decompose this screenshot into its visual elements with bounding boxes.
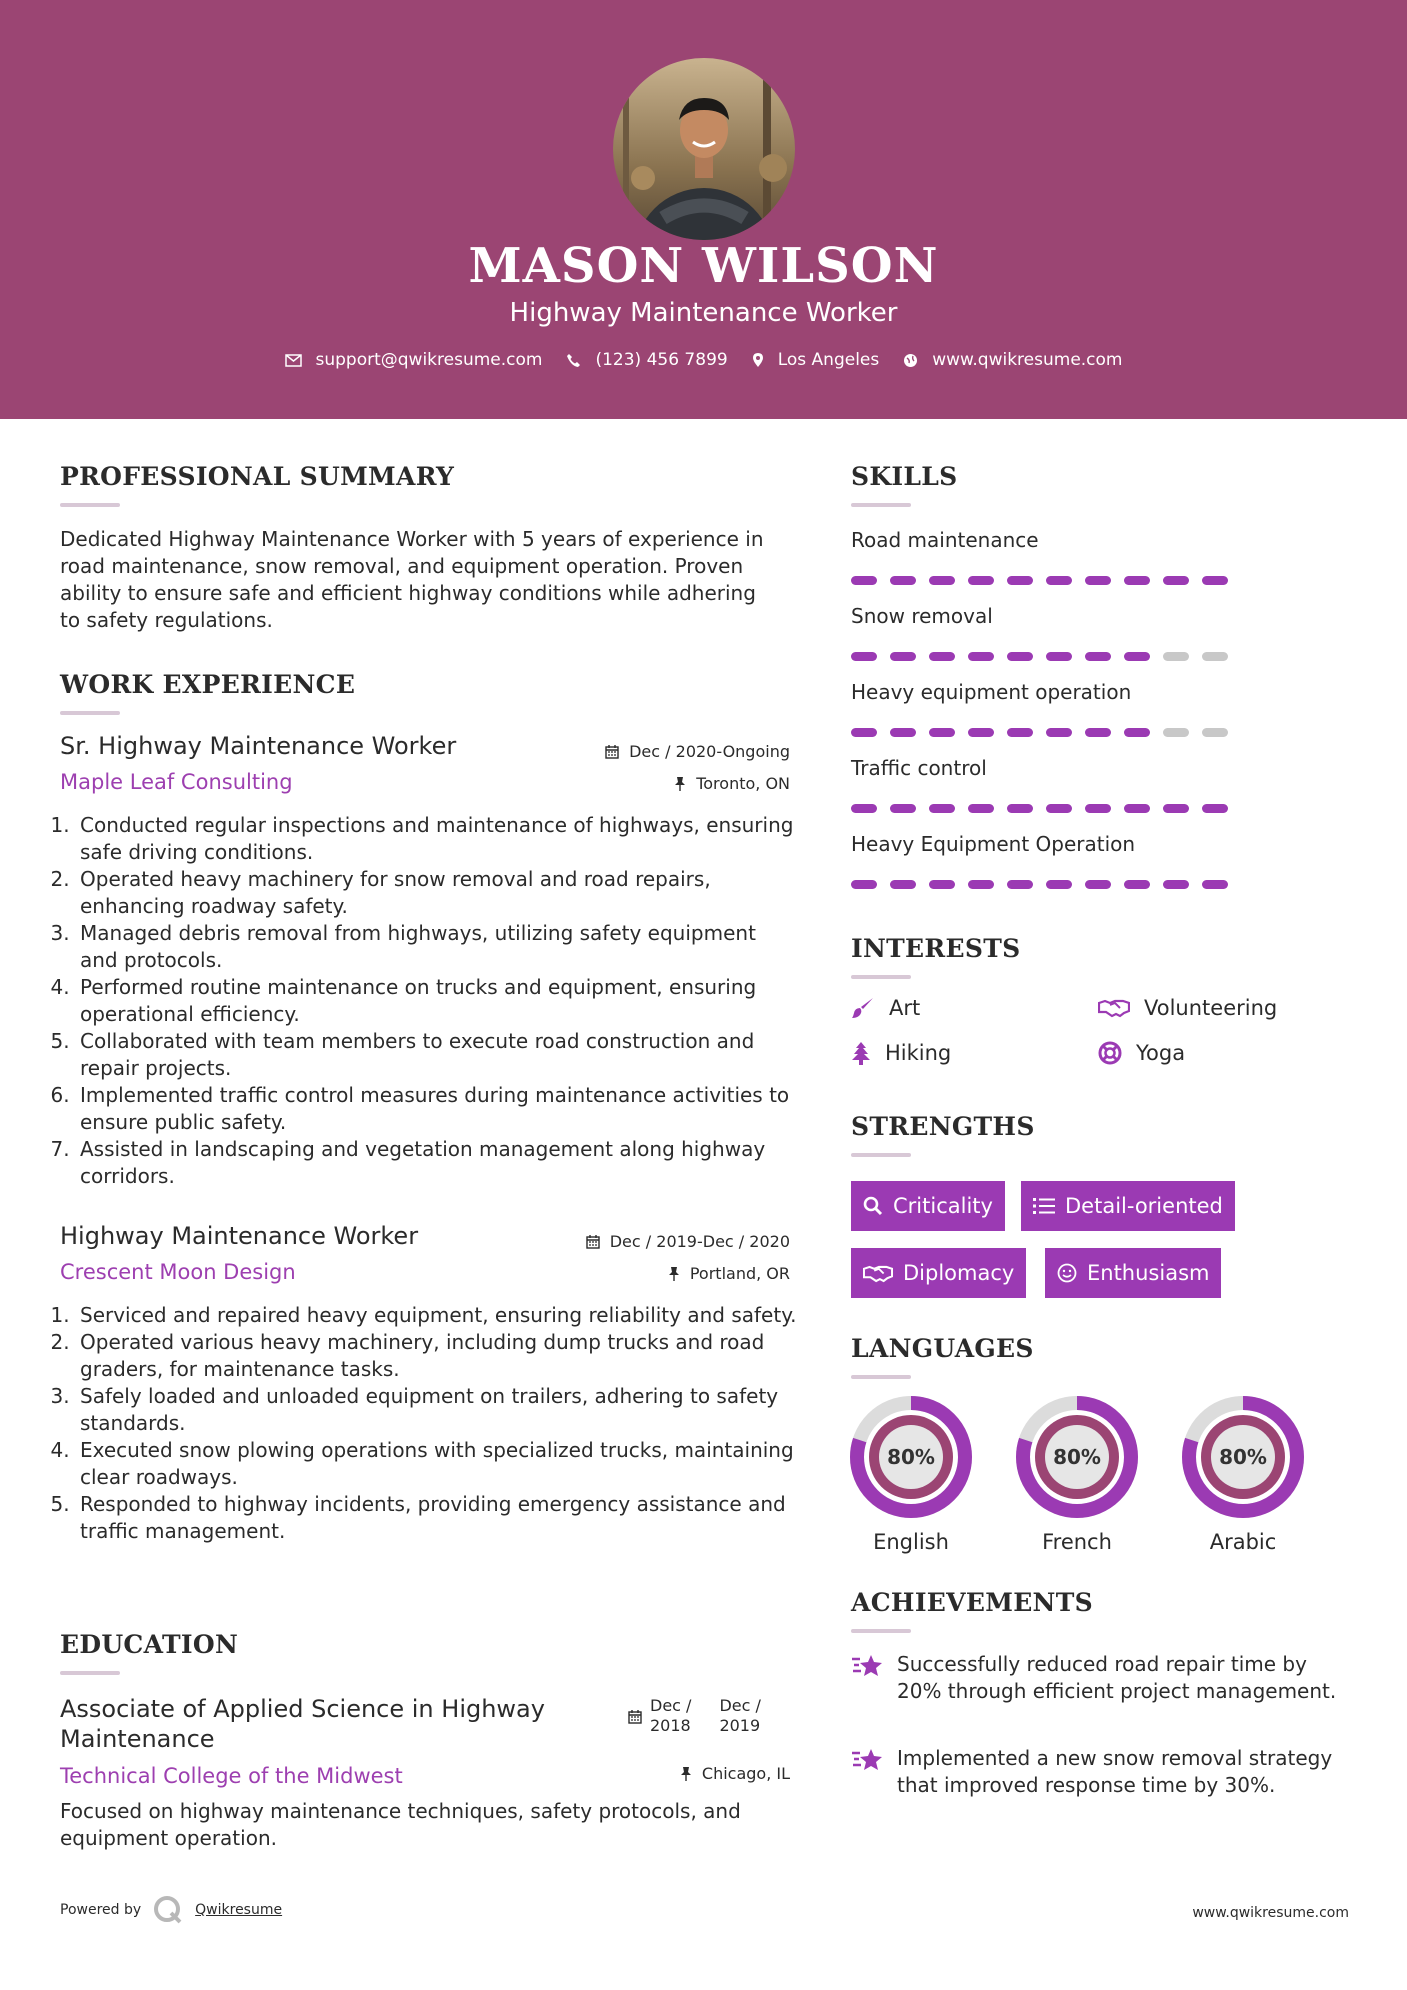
list-item: 3. Managed debris removal from highways, utilizing safety equipment and protocols. [76, 920, 798, 974]
skill-dot-filled [890, 728, 916, 737]
strength-label: Diplomacy [903, 1261, 1015, 1285]
experience-heading: WORK EXPERIENCE [60, 670, 356, 699]
map-pin-icon [752, 352, 764, 368]
skill-dot-filled [1124, 652, 1150, 661]
strength-label: Enthusiasm [1087, 1261, 1210, 1285]
skill-dot-filled [851, 576, 877, 585]
language-donut [848, 1394, 974, 1520]
list-item: 7. Assisted in landscaping and vegetation management along highway corridors. [76, 1136, 798, 1190]
skill-dot-filled [929, 728, 955, 737]
skill-name: Snow removal [851, 604, 993, 628]
list-item: 1. Serviced and repaired heavy equipment, ensuring reliability and safety. [76, 1302, 798, 1329]
resume-header [0, 0, 1407, 419]
skill-dot-filled [890, 880, 916, 889]
interest-label: Volunteering [1144, 996, 1278, 1020]
section-underline [851, 503, 911, 507]
degree-line: Maintenance [60, 1725, 215, 1753]
skill-level-bar [851, 652, 1228, 661]
skill-dot-filled [1202, 576, 1228, 585]
lifebuoy-icon [1098, 1041, 1122, 1065]
strength-chip [851, 1248, 1026, 1298]
strength-chip [1021, 1181, 1235, 1231]
skill-dot-filled [1046, 880, 1072, 889]
job-duties-list [58, 1302, 798, 1545]
language-name: Arabic [1209, 1530, 1277, 1554]
section-underline [851, 975, 911, 979]
language-donut [1014, 1394, 1140, 1520]
strength-chip [851, 1181, 1005, 1231]
skill-dot-filled [851, 880, 877, 889]
footer-powered-by [60, 1895, 282, 1925]
calendar-icon [628, 1709, 642, 1724]
section-underline [851, 1153, 911, 1157]
tree-icon [851, 1041, 871, 1065]
skill-dot-filled [929, 804, 955, 813]
globe-icon [903, 353, 918, 368]
smile-icon [1057, 1263, 1077, 1283]
interest-item [1098, 1041, 1185, 1065]
search-icon [863, 1196, 883, 1216]
skill-dot-empty [1202, 728, 1228, 737]
school-name: Technical College of the Midwest [60, 1764, 403, 1788]
achievement-text: Successfully reduced road repair time by 20% through efficient project management. [897, 1652, 1337, 1703]
list-item: 4. Performed routine maintenance on trucks and equipment, ensuring operational efficiency. [76, 974, 798, 1028]
paintbrush-icon [851, 997, 875, 1019]
achievement-item [851, 1745, 1341, 1799]
language-percent: 80% [1219, 1445, 1267, 1469]
job-company: Crescent Moon Design [60, 1260, 296, 1284]
job-dates-text: Dec / 2020-Ongoing [629, 742, 790, 761]
skill-name: Traffic control [851, 756, 987, 780]
skill-dot-filled [968, 652, 994, 661]
job-location [520, 774, 790, 793]
skill-dot-filled [1163, 804, 1189, 813]
contact-phone[interactable] [566, 350, 727, 370]
section-underline [60, 1671, 120, 1675]
phone-icon [566, 353, 581, 368]
job-location-text: Toronto, ON [696, 774, 790, 793]
job-location-text: Portland, OR [689, 1264, 790, 1283]
skill-dot-filled [1085, 880, 1111, 889]
list-item: 2. Operated various heavy machinery, including dump trucks and road graders, for maintenance tasks. [76, 1329, 798, 1383]
job-dates [520, 1232, 790, 1251]
interest-label: Hiking [885, 1041, 952, 1065]
skill-dot-filled [890, 804, 916, 813]
skill-dot-empty [1163, 728, 1189, 737]
languages-heading: LANGUAGES [851, 1334, 1034, 1363]
section-underline [60, 503, 120, 507]
skill-dot-filled [1085, 804, 1111, 813]
skill-dot-filled [890, 652, 916, 661]
skill-dot-filled [929, 576, 955, 585]
pushpin-icon [668, 1266, 680, 1281]
skill-dot-filled [1163, 880, 1189, 889]
list-item: 6. Implemented traffic control measures during maintenance activities to ensure public safety. [76, 1082, 798, 1136]
skill-name: Road maintenance [851, 528, 1039, 552]
interest-label: Yoga [1136, 1041, 1186, 1065]
skill-dot-filled [1202, 880, 1228, 889]
powered-by-label: Powered by [60, 1902, 142, 1918]
skill-dot-filled [1007, 880, 1033, 889]
list-item: 2. Operated heavy machinery for snow removal and road repairs, enhancing roadway safety. [76, 866, 798, 920]
list-item: 5. Responded to highway incidents, providing emergency assistance and traffic management. [76, 1491, 798, 1545]
summary-heading: PROFESSIONAL SUMMARY [60, 462, 455, 491]
interest-label: Art [889, 996, 921, 1020]
envelope-icon [285, 354, 302, 367]
list-item: 5. Collaborated with team members to execute road construction and repair projects. [76, 1028, 798, 1082]
pushpin-icon [680, 1766, 692, 1781]
language-item [848, 1394, 974, 1554]
education-heading: EDUCATION [60, 1630, 239, 1659]
degree-line: Associate of Applied Science in Highway [60, 1695, 545, 1723]
profile-photo [613, 58, 795, 240]
brand-link[interactable]: Qwikresume [195, 1902, 283, 1918]
footer-site[interactable]: www.qwikresume.com [1192, 1905, 1349, 1921]
qwikresume-logo-icon [153, 1895, 183, 1925]
handshake-icon [1098, 998, 1130, 1018]
education-location-text: Chicago, IL [701, 1764, 790, 1783]
edu-start-month: Dec / [650, 1696, 692, 1715]
star-icon [851, 1747, 883, 1773]
contact-email-text: support@qwikresume.com [315, 350, 543, 370]
skill-dot-filled [968, 804, 994, 813]
skill-dot-filled [1124, 804, 1150, 813]
skill-level-bar [851, 728, 1228, 737]
skill-dot-filled [1124, 576, 1150, 585]
skill-dot-filled [1046, 804, 1072, 813]
candidate-name: MASON WILSON [468, 238, 939, 294]
skill-dot-filled [1124, 728, 1150, 737]
skill-dot-filled [851, 804, 877, 813]
section-underline [851, 1629, 911, 1633]
skill-dot-filled [1202, 804, 1228, 813]
skill-dot-filled [890, 576, 916, 585]
skill-dot-filled [929, 652, 955, 661]
skill-dot-filled [1007, 652, 1033, 661]
skill-dot-filled [1007, 576, 1033, 585]
skill-dot-empty [1202, 652, 1228, 661]
language-item [1180, 1394, 1306, 1554]
contact-website[interactable] [903, 350, 1122, 370]
achievement-text: Implemented a new snow removal strategy that improved response time by 30%. [897, 1746, 1333, 1797]
language-name: English [873, 1530, 949, 1554]
interest-item [851, 1041, 951, 1065]
skill-dot-filled [1085, 576, 1111, 585]
skill-dot-filled [1007, 804, 1033, 813]
skill-dot-filled [1163, 576, 1189, 585]
language-item [1014, 1394, 1140, 1554]
skills-heading: SKILLS [851, 462, 958, 491]
contact-phone-text: (123) 456 7899 [595, 350, 728, 370]
pushpin-icon [674, 776, 686, 791]
list-icon [1033, 1197, 1055, 1215]
skill-name: Heavy Equipment Operation [851, 832, 1136, 856]
list-item: 1. Conducted regular inspections and maintenance of highways, ensuring safe driving conditions. [76, 812, 798, 866]
star-icon [851, 1653, 883, 1679]
summary-text: Dedicated Highway Maintenance Worker with 5 years of experience in road maintenance, snow removal, and equipment operation. Proven ability to ensure safe and efficient highway conditions while adhering to safety regulations. [60, 527, 764, 632]
skill-dot-filled [968, 728, 994, 737]
contact-website-text: www.qwikresume.com [932, 350, 1123, 370]
skill-dot-filled [1085, 652, 1111, 661]
list-item: 3. Safely loaded and unloaded equipment on trailers, adhering to safety standards. [76, 1383, 798, 1437]
skill-dot-filled [1007, 728, 1033, 737]
skill-dot-filled [929, 880, 955, 889]
strength-label: Criticality [893, 1194, 993, 1218]
job-role: Highway Maintenance Worker [60, 1222, 419, 1250]
strength-label: Detail-oriented [1065, 1194, 1223, 1218]
contact-location-text: Los Angeles [777, 350, 880, 370]
list-item: 4. Executed snow plowing operations with specialized trucks, maintaining clear roadways. [76, 1437, 798, 1491]
contact-bar [0, 350, 1407, 370]
education-text: Focused on highway maintenance techniques, safety protocols, and equipment operation. [60, 1799, 741, 1850]
language-percent: 80% [1053, 1445, 1101, 1469]
contact-location [752, 350, 880, 370]
skill-level-bar [851, 880, 1228, 889]
skill-level-bar [851, 576, 1228, 585]
skill-dot-filled [1046, 576, 1072, 585]
achievements-heading: ACHIEVEMENTS [851, 1588, 1093, 1617]
strength-chip [1045, 1248, 1221, 1298]
job-role: Sr. Highway Maintenance Worker [60, 732, 457, 760]
skill-dot-filled [851, 728, 877, 737]
achievement-item [851, 1651, 1341, 1705]
skill-dot-empty [1163, 652, 1189, 661]
job-location [520, 1264, 790, 1283]
skill-level-bar [851, 804, 1228, 813]
section-underline [60, 711, 120, 715]
skill-dot-filled [1046, 652, 1072, 661]
language-donut [1180, 1394, 1306, 1520]
edu-end-year: 2019 [719, 1716, 761, 1735]
skill-dot-filled [851, 652, 877, 661]
skill-dot-filled [1124, 880, 1150, 889]
skill-name: Heavy equipment operation [851, 680, 1132, 704]
job-company: Maple Leaf Consulting [60, 770, 293, 794]
calendar-icon [586, 1234, 600, 1249]
edu-end-month: Dec / [719, 1696, 761, 1715]
language-name: French [1042, 1530, 1112, 1554]
skill-dot-filled [968, 576, 994, 585]
strengths-heading: STRENGTHS [851, 1112, 1035, 1141]
job-dates-text: Dec / 2019-Dec / 2020 [609, 1232, 790, 1251]
interests-heading: INTERESTS [851, 934, 1021, 963]
education-dates [628, 1696, 761, 1736]
job-dates [520, 742, 790, 761]
interest-item [851, 996, 920, 1020]
edu-start-year: 2018 [650, 1716, 691, 1735]
job-duties-list [58, 812, 798, 1190]
education-location [520, 1764, 790, 1783]
section-underline [851, 1375, 911, 1379]
skill-dot-filled [968, 880, 994, 889]
skill-dot-filled [1085, 728, 1111, 737]
language-percent: 80% [887, 1445, 935, 1469]
degree-title [60, 1694, 620, 1754]
calendar-icon [605, 744, 619, 759]
contact-email[interactable] [285, 350, 543, 370]
interest-item [1098, 996, 1277, 1020]
skill-dot-filled [1046, 728, 1072, 737]
handshake-icon [863, 1264, 893, 1283]
candidate-title: Highway Maintenance Worker [509, 298, 898, 328]
